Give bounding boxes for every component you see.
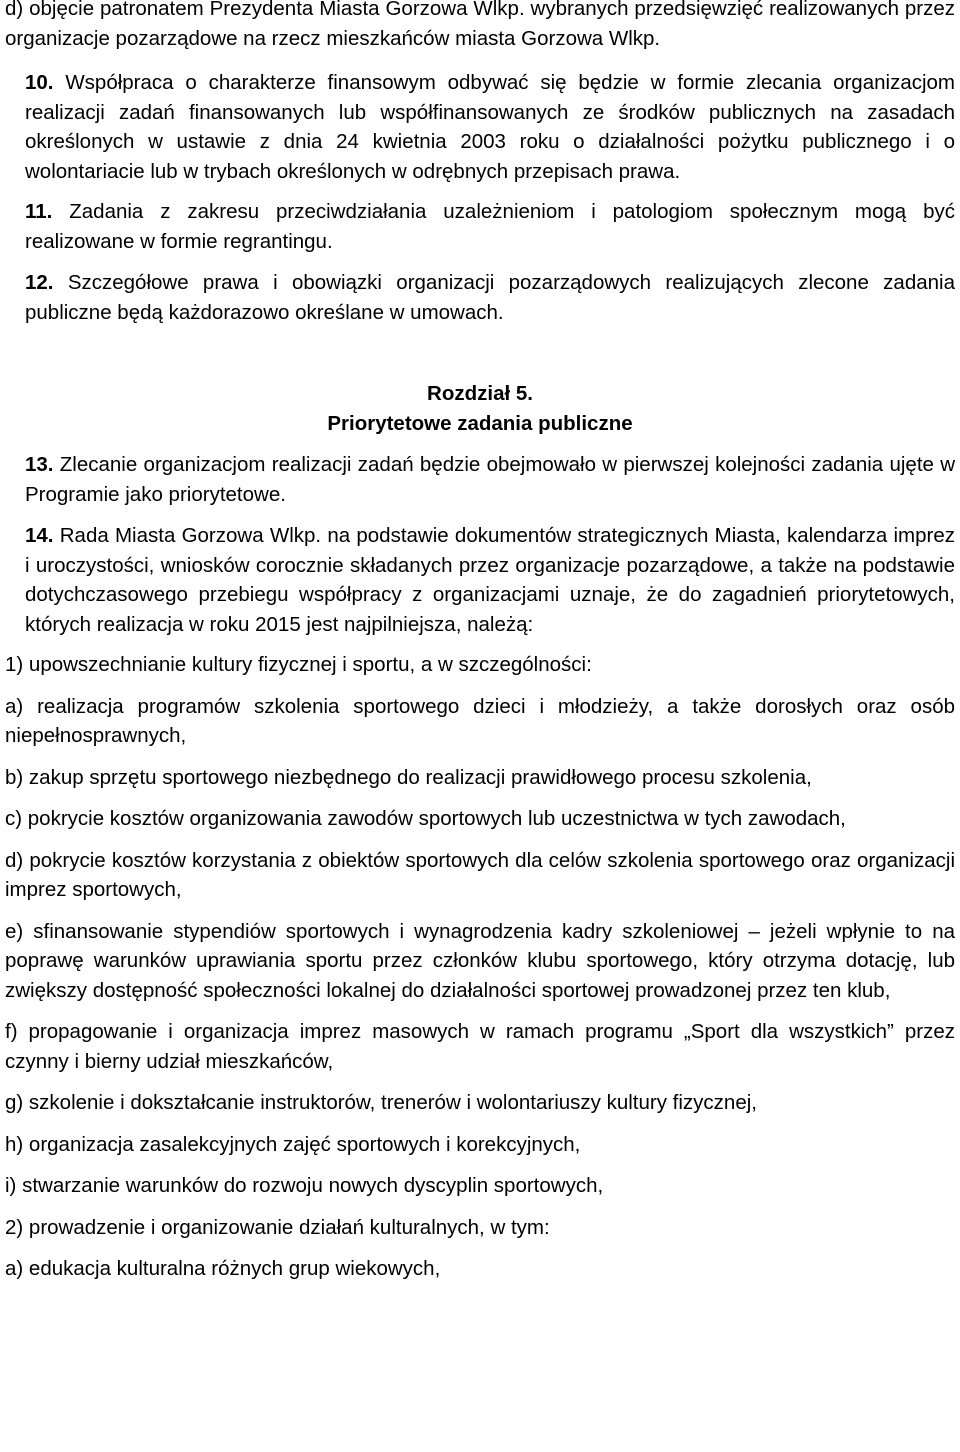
section-text: Zlecanie organizacjom realizacji zadań będzie obejmowało w pierwszej kolejności zadania ujęte w Programie jako priorytetowe.	[25, 453, 955, 506]
paragraph-number: 10.	[25, 71, 54, 94]
paragraph-text: Szczegółowe prawa i obowiązki organizacji pozarządowych realizujących zlecone zadania publiczne będą każdorazowo określane w umowach.	[25, 271, 955, 324]
list-item: h) organizacja zasalekcyjnych zajęć sportowych i korekcyjnych,	[5, 1132, 581, 1156]
chapter-title: Priorytetowe zadania publiczne	[327, 411, 633, 435]
list-item: a) realizacja programów szkolenia sportowego dzieci i młodzieży, a także dorosłych oraz osób niepełnosprawnych,	[5, 694, 955, 747]
list-item: c) pokrycie kosztów organizowania zawodów sportowych lub uczestnictwa w tych zawodach,	[5, 807, 846, 830]
paragraph-text: d) objęcie patronatem Prezydenta Miasta Gorzowa Wlkp. wybranych przedsięwzięć realizowanych przez organizacje pozarządowe na rzecz mieszkańców miasta Gorzowa Wlkp.	[5, 0, 955, 50]
chapter-number: Rozdział 5.	[427, 382, 533, 405]
list-item: b) zakup sprzętu sportowego niezbędnego do realizacji prawidłowego procesu szkolenia,	[5, 765, 812, 789]
document-page	[5, 0, 955, 1284]
paragraph-number: 11.	[25, 200, 53, 223]
list-item: g) szkolenie i dokształcanie instruktorów, trenerów i wolontariuszy kultury fizycznej,	[5, 1091, 757, 1114]
paragraph-10	[5, 68, 955, 186]
list-item: i) stwarzanie warunków do rozwoju nowych dyscyplin sportowych,	[5, 1174, 604, 1197]
section-14	[5, 521, 955, 639]
section-text: Rada Miasta Gorzowa Wlkp. na podstawie dokumentów strategicznych Miasta, kalendarza imprez i uroczystości, wniosków corocznie składanych przez organizacje pozarządowe, a także na podstawie dotychczasowego przebiegu współpracy z organizacjami uznaje, że do zagadnień priorytetowych, których realizacja w roku 2015 jest najpilniejsza, należą:	[25, 524, 955, 636]
paragraph-text: Zadania z zakresu przeciwdziałania uzależnieniom i patologiom społecznym mogą być realizowane w formie regrantingu.	[25, 200, 955, 253]
paragraph-number: 12.	[25, 271, 54, 294]
section-13	[5, 450, 955, 509]
paragraph-d	[5, 0, 955, 53]
paragraph-11	[5, 197, 955, 256]
list-item: 2) prowadzenie i organizowanie działań kulturalnych, w tym:	[5, 1215, 550, 1239]
list-item: d) pokrycie kosztów korzystania z obiektów sportowych dla celów szkolenia sportowego oraz organizacji imprez sportowych,	[5, 848, 955, 901]
list-item: f) propagowanie i organizacja imprez masowych w ramach programu „Sport dla wszystkich” przez czynny i bierny udział mieszkańców,	[5, 1020, 955, 1073]
list-item: a) edukacja kulturalna różnych grup wiekowych,	[5, 1257, 441, 1280]
list-item: e) sfinansowanie stypendiów sportowych i wynagrodzenia kadry szkoleniowej – jeżeli wpłynie to na poprawę warunków uprawiania sportu przez członków klubu sportowego, który otrzyma dotację, lub zwiększy dostępność społeczności lokalnej do działalności sportowej prowadzonej przez ten klub,	[5, 919, 955, 1002]
section-number: 13.	[25, 453, 54, 476]
list-item: 1) upowszechnianie kultury fizycznej i sportu, a w szczególności:	[5, 653, 592, 676]
section-number: 14.	[25, 524, 54, 547]
paragraph-text: Współpraca o charakterze finansowym odbywać się będzie w formie zlecania organizacjom realizacji zadań finansowanych lub współfinansowanych ze środków publicznych na zasadach określonych w ustawie z dnia 24 kwietnia 2003 roku o działalności pożytku publicznego i o wolontariacie lub w trybach określonych w odrębnych przepisach prawa.	[25, 71, 955, 183]
paragraph-12	[5, 268, 955, 327]
